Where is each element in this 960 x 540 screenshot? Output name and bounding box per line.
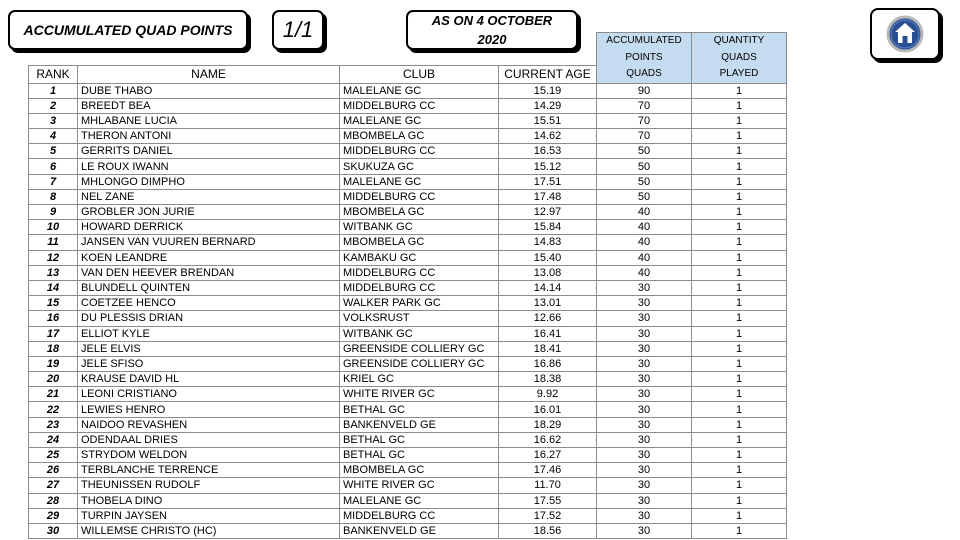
- rank-cell: 16: [29, 311, 78, 326]
- table-row: [29, 402, 787, 417]
- name-cell: KOEN LEANDRE: [78, 250, 340, 265]
- age-cell: 17.48: [499, 189, 597, 204]
- name-cell: STRYDOM WELDON: [78, 448, 340, 463]
- points-cell: 30: [597, 372, 692, 387]
- age-cell: 16.62: [499, 432, 597, 447]
- page-title: ACCUMULATED QUAD POINTS: [8, 10, 248, 50]
- club-cell: MBOMBELA GC: [340, 463, 499, 478]
- club-cell: KRIEL GC: [340, 372, 499, 387]
- name-cell: MHLABANE LUCIA: [78, 113, 340, 128]
- table-row: [29, 326, 787, 341]
- age-cell: 17.52: [499, 508, 597, 523]
- name-cell: GROBLER JON JURIE: [78, 205, 340, 220]
- header-spacer: [340, 33, 499, 49]
- played-cell: 1: [692, 341, 787, 356]
- table-row: [29, 174, 787, 189]
- points-cell: 50: [597, 159, 692, 174]
- played-cell: 1: [692, 113, 787, 128]
- name-cell: JELE ELVIS: [78, 341, 340, 356]
- age-cell: 12.66: [499, 311, 597, 326]
- points-cell: 50: [597, 189, 692, 204]
- name-cell: LEWIES HENRO: [78, 402, 340, 417]
- quantity-header-line-2: QUADS: [721, 51, 757, 63]
- age-cell: 15.40: [499, 250, 597, 265]
- points-cell: 30: [597, 432, 692, 447]
- club-cell: MIDDELBURG CC: [340, 280, 499, 295]
- header-spacer: [78, 49, 340, 66]
- name-cell: ODENDAAL DRIES: [78, 432, 340, 447]
- age-cell: 16.41: [499, 326, 597, 341]
- club-cell: BETHAL GC: [340, 432, 499, 447]
- played-cell: 1: [692, 280, 787, 295]
- name-cell: JANSEN VAN VUUREN BERNARD: [78, 235, 340, 250]
- points-cell: 30: [597, 463, 692, 478]
- played-cell: 1: [692, 220, 787, 235]
- club-cell: MBOMBELA GC: [340, 235, 499, 250]
- name-cell: KRAUSE DAVID HL: [78, 372, 340, 387]
- age-cell: 13.01: [499, 296, 597, 311]
- age-cell: 15.12: [499, 159, 597, 174]
- rank-cell: 10: [29, 220, 78, 235]
- header-spacer: [340, 49, 499, 66]
- age-cell: 17.46: [499, 463, 597, 478]
- table-row: [29, 250, 787, 265]
- played-cell: 1: [692, 129, 787, 144]
- quantity-header-line-1: QUANTITY: [713, 35, 765, 46]
- column-header-age: CURRENT AGE: [499, 66, 597, 83]
- points-cell: 30: [597, 356, 692, 371]
- points-cell: 30: [597, 523, 692, 538]
- table-row: [29, 189, 787, 204]
- club-cell: GREENSIDE COLLIERY GC: [340, 356, 499, 371]
- played-cell: 1: [692, 311, 787, 326]
- club-cell: WHITE RIVER GC: [340, 478, 499, 493]
- points-cell: 30: [597, 387, 692, 402]
- age-cell: 9.92: [499, 387, 597, 402]
- name-cell: LE ROUX IWANN: [78, 159, 340, 174]
- name-cell: THEUNISSEN RUDOLF: [78, 478, 340, 493]
- played-cell: 1: [692, 83, 787, 98]
- column-header-rank: RANK: [29, 66, 78, 83]
- table-row: [29, 144, 787, 159]
- rank-cell: 27: [29, 478, 78, 493]
- header-spacer: [499, 33, 597, 49]
- column-header-name: NAME: [78, 66, 340, 83]
- club-cell: WHITE RIVER GC: [340, 387, 499, 402]
- rank-cell: 1: [29, 83, 78, 98]
- name-cell: JELE SFISO: [78, 356, 340, 371]
- home-icon: [886, 15, 924, 53]
- age-cell: 14.62: [499, 129, 597, 144]
- points-cell: 90: [597, 83, 692, 98]
- name-cell: DU PLESSIS DRIAN: [78, 311, 340, 326]
- played-cell: 1: [692, 98, 787, 113]
- age-cell: 16.86: [499, 356, 597, 371]
- column-header-club: CLUB: [340, 66, 499, 83]
- points-table: [28, 32, 787, 539]
- table-row: [29, 478, 787, 493]
- played-cell: 1: [692, 159, 787, 174]
- played-cell: 1: [692, 523, 787, 538]
- rank-cell: 6: [29, 159, 78, 174]
- age-cell: 16.01: [499, 402, 597, 417]
- table-body: [29, 83, 787, 539]
- table-row: [29, 129, 787, 144]
- played-cell: 1: [692, 387, 787, 402]
- club-cell: MALELANE GC: [340, 83, 499, 98]
- played-cell: 1: [692, 235, 787, 250]
- club-cell: BETHAL GC: [340, 448, 499, 463]
- table-row: [29, 372, 787, 387]
- played-cell: 1: [692, 144, 787, 159]
- points-cell: 30: [597, 326, 692, 341]
- age-cell: 18.38: [499, 372, 597, 387]
- rank-cell: 8: [29, 189, 78, 204]
- age-cell: 12.97: [499, 205, 597, 220]
- played-cell: 1: [692, 205, 787, 220]
- table-row: [29, 311, 787, 326]
- club-cell: BANKENVELD GE: [340, 417, 499, 432]
- header-spacer: [78, 33, 340, 49]
- table-row: [29, 296, 787, 311]
- rank-cell: 29: [29, 508, 78, 523]
- rank-cell: 20: [29, 372, 78, 387]
- age-cell: 16.27: [499, 448, 597, 463]
- name-cell: VAN DEN HEEVER BRENDAN: [78, 265, 340, 280]
- table-row: [29, 159, 787, 174]
- points-cell: 50: [597, 144, 692, 159]
- rank-cell: 9: [29, 205, 78, 220]
- rank-cell: 22: [29, 402, 78, 417]
- played-cell: 1: [692, 463, 787, 478]
- rank-cell: 5: [29, 144, 78, 159]
- rank-cell: 2: [29, 98, 78, 113]
- club-cell: MIDDELBURG CC: [340, 189, 499, 204]
- table-row: [29, 205, 787, 220]
- rank-cell: 4: [29, 129, 78, 144]
- played-cell: 1: [692, 402, 787, 417]
- name-cell: BLUNDELL QUINTEN: [78, 280, 340, 295]
- column-header-points: [597, 33, 692, 84]
- points-cell: 30: [597, 493, 692, 508]
- name-cell: NAIDOO REVASHEN: [78, 417, 340, 432]
- name-cell: LEONI CRISTIANO: [78, 387, 340, 402]
- name-cell: MHLONGO DIMPHO: [78, 174, 340, 189]
- age-cell: 17.51: [499, 174, 597, 189]
- header-spacer: [29, 33, 78, 49]
- played-cell: 1: [692, 372, 787, 387]
- home-button[interactable]: [870, 8, 940, 60]
- table-row: [29, 508, 787, 523]
- page-indicator: 1/1: [272, 10, 324, 50]
- points-cell: 40: [597, 250, 692, 265]
- age-cell: 11.70: [499, 478, 597, 493]
- points-cell: 30: [597, 508, 692, 523]
- age-cell: 18.29: [499, 417, 597, 432]
- name-cell: TERBLANCHE TERRENCE: [78, 463, 340, 478]
- club-cell: BETHAL GC: [340, 402, 499, 417]
- points-cell: 70: [597, 98, 692, 113]
- rank-cell: 18: [29, 341, 78, 356]
- club-cell: MALELANE GC: [340, 174, 499, 189]
- club-cell: MALELANE GC: [340, 493, 499, 508]
- name-cell: GERRITS DANIEL: [78, 144, 340, 159]
- rank-cell: 25: [29, 448, 78, 463]
- table-row: [29, 341, 787, 356]
- points-cell: 30: [597, 280, 692, 295]
- points-cell: 70: [597, 129, 692, 144]
- points-cell: 40: [597, 205, 692, 220]
- played-cell: 1: [692, 417, 787, 432]
- points-cell: 40: [597, 235, 692, 250]
- club-cell: WALKER PARK GC: [340, 296, 499, 311]
- rank-cell: 12: [29, 250, 78, 265]
- name-cell: BREEDT BEA: [78, 98, 340, 113]
- rank-cell: 17: [29, 326, 78, 341]
- rank-cell: 11: [29, 235, 78, 250]
- rank-cell: 30: [29, 523, 78, 538]
- rank-cell: 7: [29, 174, 78, 189]
- points-cell: 30: [597, 478, 692, 493]
- header-spacer: [29, 49, 78, 66]
- rank-cell: 24: [29, 432, 78, 447]
- table-row: [29, 235, 787, 250]
- table-row: [29, 280, 787, 295]
- age-cell: 14.83: [499, 235, 597, 250]
- name-cell: TURPIN JAYSEN: [78, 508, 340, 523]
- rank-cell: 13: [29, 265, 78, 280]
- points-cell: 30: [597, 296, 692, 311]
- quantity-header-line-3: PLAYED: [719, 68, 759, 79]
- date-line-1: AS ON 4 OCTOBER: [431, 13, 553, 28]
- played-cell: 1: [692, 189, 787, 204]
- played-cell: 1: [692, 493, 787, 508]
- club-cell: MIDDELBURG CC: [340, 265, 499, 280]
- points-header-line-1: ACCUMULATED: [606, 35, 682, 46]
- age-cell: 18.56: [499, 523, 597, 538]
- club-cell: GREENSIDE COLLIERY GC: [340, 341, 499, 356]
- club-cell: MIDDELBURG CC: [340, 98, 499, 113]
- name-cell: DUBE THABO: [78, 83, 340, 98]
- age-cell: 18.41: [499, 341, 597, 356]
- age-cell: 14.14: [499, 280, 597, 295]
- points-cell: 30: [597, 341, 692, 356]
- played-cell: 1: [692, 326, 787, 341]
- rank-cell: 23: [29, 417, 78, 432]
- name-cell: NEL ZANE: [78, 189, 340, 204]
- age-cell: 14.29: [499, 98, 597, 113]
- table-row: [29, 523, 787, 538]
- rank-cell: 21: [29, 387, 78, 402]
- club-cell: MALELANE GC: [340, 113, 499, 128]
- club-cell: MIDDELBURG CC: [340, 508, 499, 523]
- points-cell: 50: [597, 174, 692, 189]
- date-line-2: 2020: [477, 32, 507, 47]
- club-cell: MBOMBELA GC: [340, 129, 499, 144]
- rank-cell: 26: [29, 463, 78, 478]
- name-cell: ELLIOT KYLE: [78, 326, 340, 341]
- club-cell: SKUKUZA GC: [340, 159, 499, 174]
- rank-cell: 3: [29, 113, 78, 128]
- table-row: [29, 83, 787, 98]
- played-cell: 1: [692, 265, 787, 280]
- table-row: [29, 432, 787, 447]
- name-cell: COETZEE HENCO: [78, 296, 340, 311]
- rank-cell: 28: [29, 493, 78, 508]
- age-cell: 15.84: [499, 220, 597, 235]
- played-cell: 1: [692, 356, 787, 371]
- table-row: [29, 98, 787, 113]
- age-cell: 16.53: [499, 144, 597, 159]
- club-cell: BANKENVELD GE: [340, 523, 499, 538]
- club-cell: MIDDELBURG CC: [340, 144, 499, 159]
- header-spacer: [499, 49, 597, 66]
- club-cell: WITBANK GC: [340, 220, 499, 235]
- rank-cell: 15: [29, 296, 78, 311]
- name-cell: THOBELA DINO: [78, 493, 340, 508]
- table-row: [29, 448, 787, 463]
- points-cell: 30: [597, 402, 692, 417]
- table-row: [29, 220, 787, 235]
- points-header-line-3: QUADS: [626, 68, 662, 79]
- table-row: [29, 356, 787, 371]
- club-cell: MBOMBELA GC: [340, 205, 499, 220]
- points-cell: 40: [597, 220, 692, 235]
- points-cell: 30: [597, 417, 692, 432]
- played-cell: 1: [692, 432, 787, 447]
- table-row: [29, 387, 787, 402]
- table-row: [29, 417, 787, 432]
- name-cell: WILLEMSE CHRISTO (HC): [78, 523, 340, 538]
- age-cell: 13.08: [499, 265, 597, 280]
- club-cell: KAMBAKU GC: [340, 250, 499, 265]
- age-cell: 17.55: [499, 493, 597, 508]
- points-cell: 70: [597, 113, 692, 128]
- rank-cell: 14: [29, 280, 78, 295]
- points-header-line-2: POINTS: [625, 51, 663, 63]
- points-cell: 40: [597, 265, 692, 280]
- table-row: [29, 493, 787, 508]
- played-cell: 1: [692, 174, 787, 189]
- club-cell: VOLKSRUST: [340, 311, 499, 326]
- played-cell: 1: [692, 296, 787, 311]
- played-cell: 1: [692, 508, 787, 523]
- table-row: [29, 463, 787, 478]
- age-cell: 15.51: [499, 113, 597, 128]
- points-cell: 30: [597, 311, 692, 326]
- played-cell: 1: [692, 448, 787, 463]
- table-row: [29, 113, 787, 128]
- name-cell: THERON ANTONI: [78, 129, 340, 144]
- column-header-quantity: [692, 33, 787, 84]
- name-cell: HOWARD DERRICK: [78, 220, 340, 235]
- age-cell: 15.19: [499, 83, 597, 98]
- table-row: [29, 265, 787, 280]
- points-cell: 30: [597, 448, 692, 463]
- club-cell: WITBANK GC: [340, 326, 499, 341]
- played-cell: 1: [692, 250, 787, 265]
- rank-cell: 19: [29, 356, 78, 371]
- played-cell: 1: [692, 478, 787, 493]
